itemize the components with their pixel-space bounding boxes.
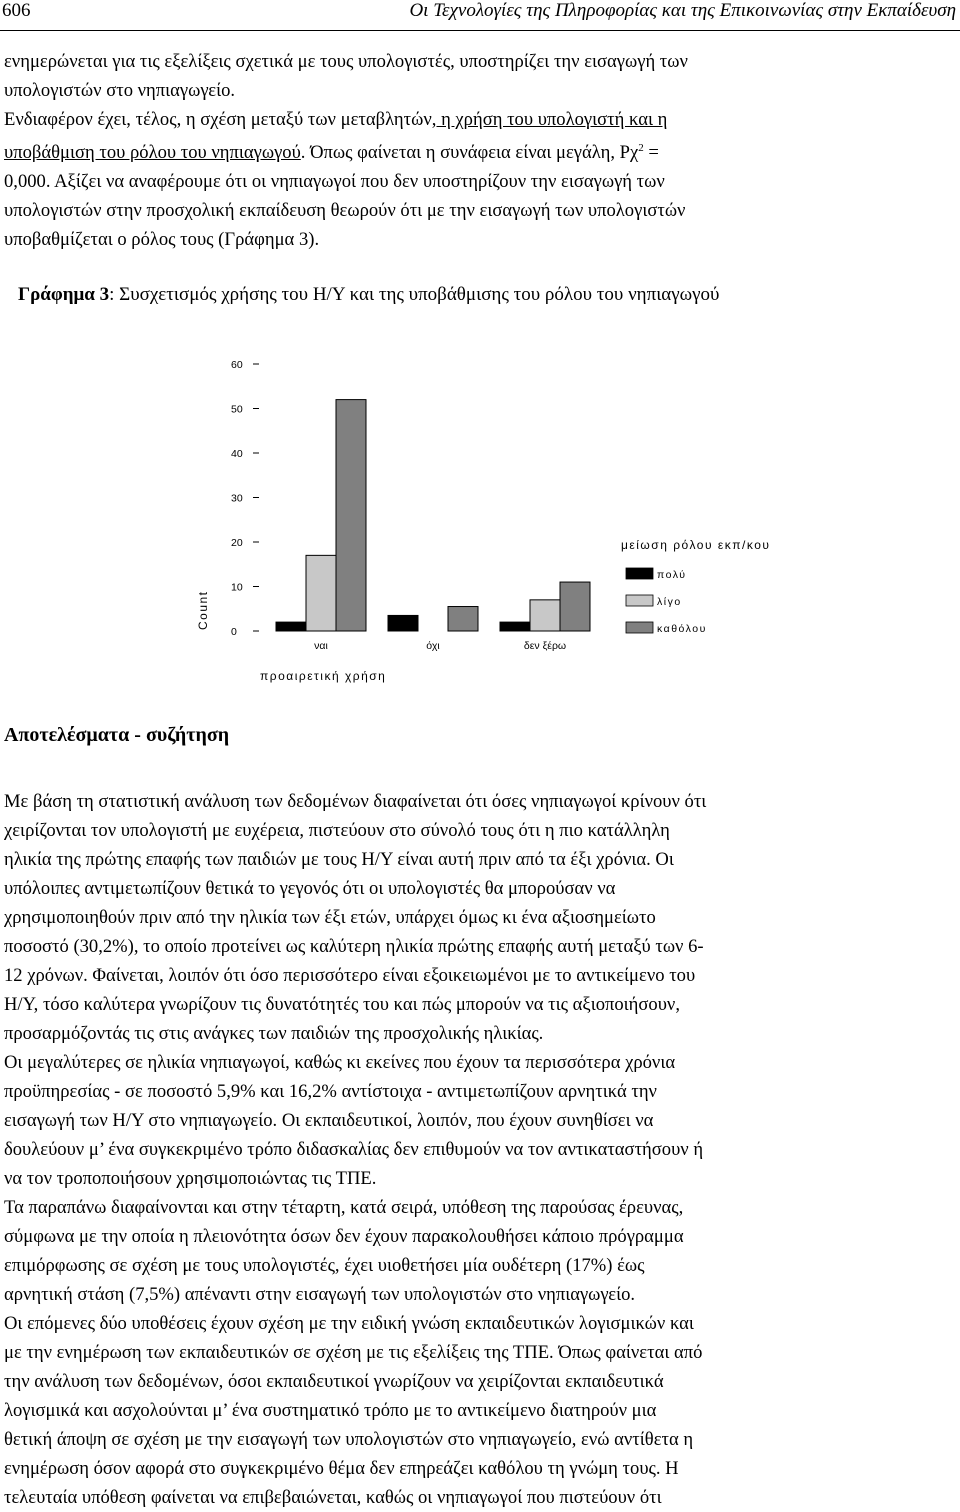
bar xyxy=(500,622,530,631)
text-line: υπόλοιπες αντιμετωπίζουν θετικά το γεγονός ότι οι υπολογιστές θα μπορούσαν να xyxy=(4,878,616,899)
underlined-fragment: υποβάθμιση του ρόλου του νηπιαγωγού xyxy=(4,142,301,164)
text-line: προσαρμόζοντάς τις στις ανάγκες των παιδιών της προσχολικής ηλικίας. xyxy=(4,1023,544,1044)
y-tick-label: 30 xyxy=(231,492,243,505)
y-tick-label: 0 xyxy=(231,626,237,638)
text-line xyxy=(4,105,956,134)
text-fragment: = xyxy=(643,142,659,164)
legend-entry: λίγο xyxy=(657,596,682,608)
x-category-label: ναι xyxy=(314,640,328,652)
page-number: 606 xyxy=(2,0,31,21)
text-line: ενημέρωση όσον αφορά στο συγκεκριμένο θέμα δεν επηρεάζει καθόλου τη γνώμη τους. Η xyxy=(4,1458,679,1479)
y-tick-label: 60 xyxy=(231,359,243,371)
text-line: αρνητική στάση (7,5%) απέναντι στην εισαγωγή των υπολογιστών στο νηπιαγωγείο. xyxy=(4,1284,636,1305)
superscript: 2 xyxy=(638,142,644,154)
text-line: 12 χρόνων. Φαίνεται, λοιπόν ότι όσο περισσότερο είναι εξοικειωμένοι με το αντικείμενο του xyxy=(4,965,696,986)
legend-swatch xyxy=(626,595,653,606)
text-line: επιμόρφωσης σε σχέση με τους υπολογιστές, έχει υιοθετήσει μία ουδέτερη (17%) έως xyxy=(4,1255,645,1276)
legend-entry: καθόλου xyxy=(657,623,707,635)
bar xyxy=(560,582,590,631)
text-line: Οι επόμενες δύο υποθέσεις έχουν σχέση με την ειδική γνώση εκπαιδευτικών λογισμικών και xyxy=(4,1313,694,1334)
text-line: προϋπηρεσίας - σε ποσοστό 5,9% και 16,2% αντίστοιχα - αντιμετωπίζουν αρνητικά την xyxy=(4,1081,657,1102)
figure-caption xyxy=(18,284,719,306)
text-line: Με βάση τη στατιστική ανάλυση των δεδομένων διαφαίνεται ότι όσες νηπιαγωγοί κρίνουν ότι xyxy=(4,791,707,812)
text-line: εισαγωγή των Η/Υ στο νηπιαγωγείο. Οι εκπαιδευτικοί, λοιπόν, που έχουν συνηθίσει να xyxy=(4,1110,654,1131)
x-axis-label: προαιρετική χρήση xyxy=(260,669,387,683)
text-line: Τα παραπάνω διαφαίνονται και στην τέταρτη, κατά σειρά, υπόθεση της παρούσας έρευνας, xyxy=(4,1197,684,1218)
y-tick-label: 50 xyxy=(231,403,243,416)
bar xyxy=(530,600,560,631)
text-line: ενημερώνεται για τις εξελίξεις σχετικά με τους υπολογιστές, υποστηρίζει την εισαγωγή των xyxy=(4,51,688,72)
text-line: ποσοστό (30,2%), το οποίο προτείνει ως καλύτερη ηλικία πρώτης επαφής αυτή μεταξύ των 6- xyxy=(4,936,704,957)
text-line: χειρίζονται τον υπολογιστή με ευχέρεια, πιστεύουν στο σύνολό τους ότι η πιο κατάλληλη xyxy=(4,820,670,841)
section-heading: Αποτελέσματα - συζήτηση xyxy=(4,724,230,746)
bar xyxy=(388,615,418,631)
legend-swatch xyxy=(626,622,653,633)
text-line: 0,000. Αξίζει να αναφέρουμε ότι οι νηπιαγωγοί που δεν υποστηρίζουν την εισαγωγή των xyxy=(4,171,665,193)
text-line: ηλικία της πρώτης επαφής των παιδιών με τους Η/Υ είναι αυτή πριν από τα έξι χρόνια. Οι xyxy=(4,849,674,870)
text-line: Η/Υ, τόσο καλύτερα γνωρίζουν τις δυνατότητές του και πώς μπορούν να τις αξιοποιήσουν, xyxy=(4,994,680,1015)
text-line: με την ενημέρωση των εκπαιδευτικών σε σχέση με τις εξελίξεις της ΤΠΕ. Όπως φαίνεται από xyxy=(4,1342,703,1363)
text-line xyxy=(4,134,956,167)
x-category-label: όχι xyxy=(426,640,440,652)
y-axis-label: Count xyxy=(196,590,210,630)
legend-entry: πολύ xyxy=(657,569,687,581)
text-line: την ανάλυση των δεδομένων, όσοι εκπαιδευτικοί γνωρίζουν να χειρίζονται εκπαιδευτικά xyxy=(4,1371,664,1392)
text-line: υποβαθμίζεται ο ρόλος τους (Γράφημα 3). xyxy=(4,229,320,251)
bar-chart xyxy=(180,340,840,700)
text-line: Οι μεγαλύτερες σε ηλικία νηπιαγωγοί, καθώς κι εκείνες που έχουν τα περισσότερα χρόνια xyxy=(4,1052,676,1073)
text-fragment: . Όπως φαίνεται η συνάφεια είναι μεγάλη, Pχ xyxy=(300,142,639,164)
figure-label: Γράφημα 3 xyxy=(18,284,110,305)
body-paragraphs xyxy=(4,787,956,1512)
text-line: υπολογιστών στο νηπιαγωγείο. xyxy=(4,80,236,101)
intro-paragraph xyxy=(4,47,956,254)
text-line: σύμφωνα με την οποία η πλειονότητα όσων δεν έχουν παρακολουθήσει κάποιο πρόγραμμα xyxy=(4,1226,684,1247)
y-tick-label: 20 xyxy=(231,537,243,549)
underlined-fragment: , η χρήση του υπολογιστή και η xyxy=(431,109,668,130)
text-line: θετική άποψη σε σχέση με την εισαγωγή των υπολογιστών στο νηπιαγωγείο, ενώ αντίθετα η xyxy=(4,1429,694,1450)
text-line: τελευταία υπόθεση φαίνεται να επιβεβαιώνεται, καθώς οι νηπιαγωγοί που πιστεύουν ότι xyxy=(4,1487,662,1508)
text-fragment: Ενδιαφέρον έχει, τέλος, η σχέση μεταξύ των μεταβλητών xyxy=(4,109,432,130)
bar xyxy=(306,555,336,631)
legend-title: μείωση ρόλου εκπ/κου xyxy=(621,538,771,552)
legend-swatch xyxy=(626,568,653,579)
y-tick-label: 10 xyxy=(231,581,243,594)
text-line: χρησιμοποιηθούν πριν από την ηλικία των έξι ετών, υπάρχει όμως κι ένα αξιοσημείωτο xyxy=(4,907,656,928)
text-line: να τον τροποποιήσουν χρησιμοποιώντας τις ΤΠΕ. xyxy=(4,1168,377,1189)
x-category-label: δεν ξέρω xyxy=(523,640,567,652)
bar xyxy=(336,400,366,631)
text-line: δουλεύουν μ’ ένα συγκεκριμένο τρόπο διδασκαλίας δεν επιθυμούν να τον αντικαταστήσουν ή xyxy=(4,1139,704,1160)
y-tick-label: 40 xyxy=(231,448,243,460)
running-header xyxy=(0,0,960,31)
text-line: υπολογιστών στην προσχολική εκπαίδευση θεωρούν ότι με την εισαγωγή των υπολογιστών xyxy=(4,200,686,222)
bar xyxy=(276,622,306,631)
bar xyxy=(448,607,478,631)
running-title: Οι Τεχνολογίες της Πληροφορίας και της Επικοινωνίας στην Εκπαίδευση xyxy=(409,0,956,21)
figure-caption-text: : Συσχετισμός χρήσης του Η/Υ και της υποβάθμισης του ρόλου του νηπιαγωγού xyxy=(109,284,720,305)
text-line: λογισμικά και ασχολούνται μ’ ένα συστηματικό τρόπο με το αντικείμενο διατηρούν μια xyxy=(4,1400,657,1421)
